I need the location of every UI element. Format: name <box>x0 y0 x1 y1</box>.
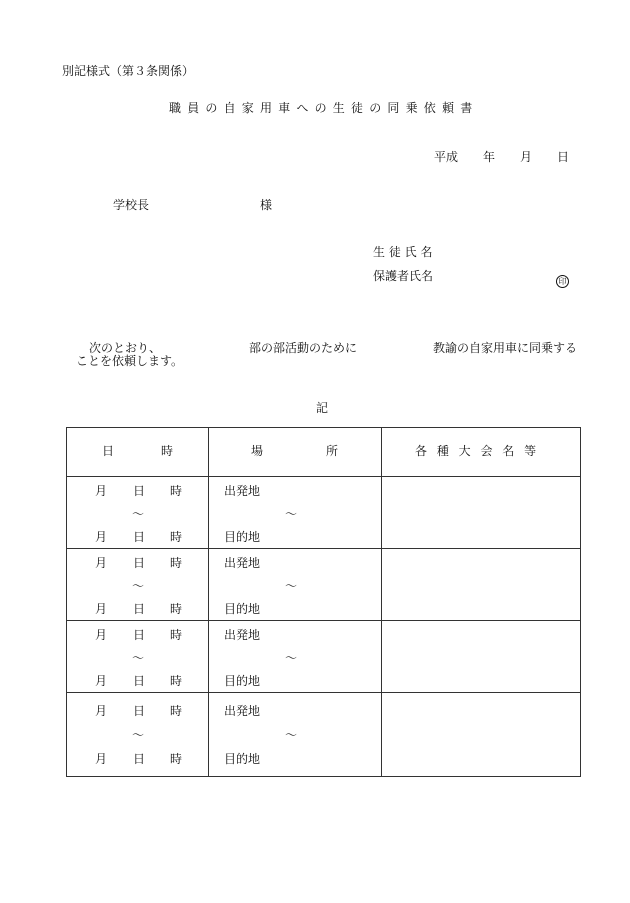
arrive-month: 月 <box>95 530 108 544</box>
depart-day: 日 <box>133 484 146 498</box>
seal-mark <box>556 269 569 288</box>
datetime-cell <box>67 693 209 777</box>
depart-month: 月 <box>95 628 108 642</box>
table-row <box>67 693 581 777</box>
body-text-part2: 部の部活動のために <box>249 341 358 355</box>
tilde: ～ <box>285 728 298 742</box>
depart-hour: 時 <box>170 484 183 498</box>
datetime-cell <box>67 621 209 693</box>
header-datetime-a: 日 <box>102 444 115 458</box>
arrive-month: 月 <box>95 602 108 616</box>
arrive-month: 月 <box>95 674 108 688</box>
depart-month: 月 <box>95 556 108 570</box>
arrive-hour: 時 <box>170 530 183 544</box>
event-cell <box>382 549 581 621</box>
header-place-b: 所 <box>326 444 339 458</box>
depart-month: 月 <box>95 704 108 718</box>
date-day-unit: 日 <box>557 150 570 164</box>
body-text-part1: 次のとおり、 <box>89 341 162 355</box>
seal-label: 印 <box>556 275 569 288</box>
departure-label: 出発地 <box>224 628 261 642</box>
header-datetime-b: 時 <box>161 444 174 458</box>
document-title: 職員の自家用車への生徒の同乗依頼書 <box>169 101 479 115</box>
tilde: ～ <box>132 728 145 742</box>
arrive-hour: 時 <box>170 602 183 616</box>
tilde: ～ <box>285 507 298 521</box>
datetime-cell <box>67 549 209 621</box>
date-year-unit: 年 <box>483 150 496 164</box>
table-header-row <box>67 428 581 477</box>
arrive-day: 日 <box>133 602 146 616</box>
destination-label: 目的地 <box>224 752 261 766</box>
depart-hour: 時 <box>170 556 183 570</box>
datetime-cell <box>67 477 209 549</box>
depart-hour: 時 <box>170 628 183 642</box>
ki-heading: 記 <box>316 401 329 415</box>
place-cell <box>209 549 382 621</box>
destination-label: 目的地 <box>224 530 261 544</box>
event-cell <box>382 693 581 777</box>
departure-label: 出発地 <box>224 556 261 570</box>
trip-table <box>66 427 581 777</box>
arrive-hour: 時 <box>170 674 183 688</box>
arrive-day: 日 <box>133 530 146 544</box>
header-place-a: 場 <box>251 444 264 458</box>
event-cell <box>382 477 581 549</box>
student-name-label: 生 徒 氏 名 <box>373 245 433 259</box>
event-cell <box>382 621 581 693</box>
table-row <box>67 477 581 549</box>
header-event <box>382 428 581 477</box>
tilde: ～ <box>132 651 145 665</box>
arrive-hour: 時 <box>170 752 183 766</box>
departure-label: 出発地 <box>224 704 261 718</box>
place-cell <box>209 477 382 549</box>
arrive-day: 日 <box>133 752 146 766</box>
tilde: ～ <box>132 579 145 593</box>
date-era: 平成 <box>434 150 459 164</box>
tilde: ～ <box>285 651 298 665</box>
guardian-name-label: 保護者氏名 <box>373 269 434 283</box>
depart-hour: 時 <box>170 704 183 718</box>
header-place <box>209 428 382 477</box>
place-cell <box>209 621 382 693</box>
header-event-label: 各 種 大 会 名 等 <box>415 444 540 458</box>
place-cell <box>209 693 382 777</box>
tilde: ～ <box>285 579 298 593</box>
header-datetime <box>67 428 209 477</box>
destination-label: 目的地 <box>224 674 261 688</box>
depart-day: 日 <box>133 704 146 718</box>
depart-day: 日 <box>133 628 146 642</box>
form-reference: 別記様式（第３条関係） <box>62 64 195 78</box>
addressee-honorific: 様 <box>260 198 273 212</box>
body-text-part3: 教諭の自家用車に同乗する <box>433 341 578 355</box>
table-row <box>67 549 581 621</box>
departure-label: 出発地 <box>224 484 261 498</box>
destination-label: 目的地 <box>224 602 261 616</box>
body-text-line2: ことを依頼します。 <box>76 354 184 368</box>
addressee-label: 学校長 <box>113 198 150 212</box>
tilde: ～ <box>132 507 145 521</box>
depart-month: 月 <box>95 484 108 498</box>
date-month-unit: 月 <box>520 150 533 164</box>
table-row <box>67 621 581 693</box>
depart-day: 日 <box>133 556 146 570</box>
arrive-day: 日 <box>133 674 146 688</box>
arrive-month: 月 <box>95 752 108 766</box>
